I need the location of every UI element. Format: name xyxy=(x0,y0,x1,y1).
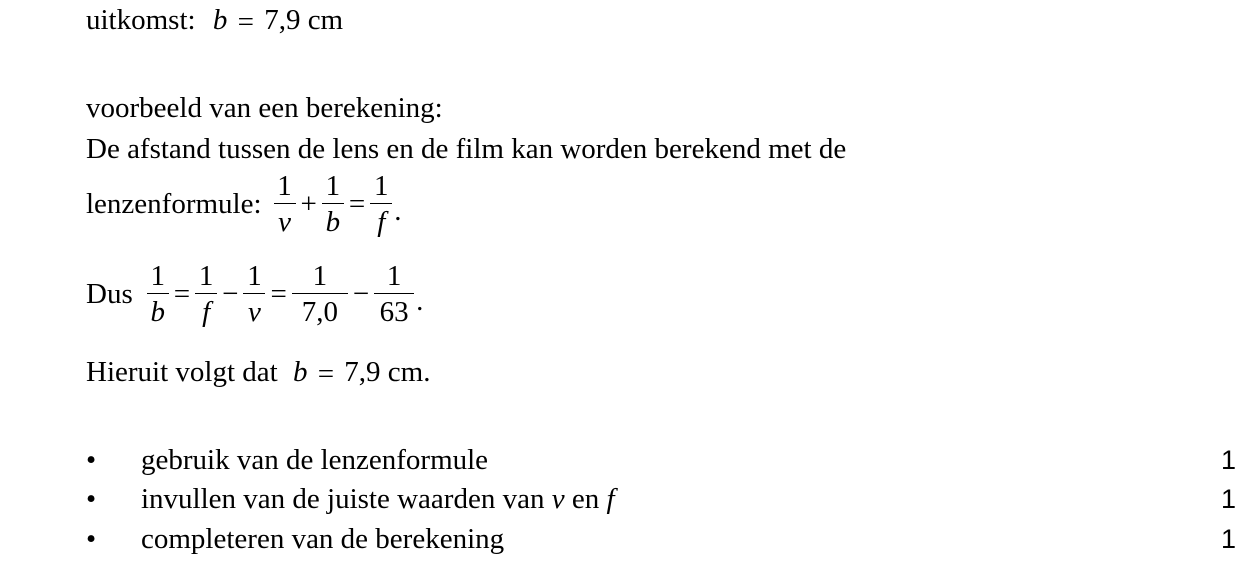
fraction-one-over-v: $\frac{1}{v}$ xyxy=(274,172,296,237)
result-variable: b xyxy=(212,4,228,36)
equals-sign: = xyxy=(270,278,287,310)
lens-formula-line xyxy=(86,172,402,237)
dus-line xyxy=(86,262,423,327)
conclusion-prefix: Hieruit volgt dat xyxy=(86,356,278,388)
minus-sign: − xyxy=(222,278,239,310)
plus-sign: + xyxy=(300,188,317,220)
equals-sign: = xyxy=(348,188,366,220)
result-equals: = xyxy=(237,5,254,38)
result-label: uitkomst: xyxy=(86,4,196,36)
fraction-one-over-f: $\frac{1}{f}$ xyxy=(370,172,392,237)
conclusion-line xyxy=(86,356,430,391)
equals-sign: = xyxy=(173,278,191,310)
criterion-text: invullen van de juiste waarden van v en f xyxy=(141,483,615,515)
conclusion-value: 7,9 cm. xyxy=(344,356,431,388)
lens-formula-label: lenzenformule: xyxy=(86,188,262,220)
fraction-one-over-b: $\frac{1}{b}$ xyxy=(322,172,344,237)
fraction-one-over-f: $\frac{1}{f}$ xyxy=(195,262,217,327)
conclusion-variable: b xyxy=(292,356,308,388)
criterion-text: gebruik van de lenzenformule xyxy=(141,444,489,476)
criterion-score: 1 xyxy=(1220,484,1236,514)
bullet-icon: • xyxy=(86,523,97,555)
fraction-one-over-63: $\frac{1}{63}$ xyxy=(374,262,414,327)
fraction-one-over-7-0: $\frac{1}{7,0}$ xyxy=(292,262,348,327)
criterion-score: 1 xyxy=(1220,524,1236,554)
example-intro: De afstand tussen de lens en de film kan worden berekend met de xyxy=(86,133,847,165)
formula-period: . xyxy=(394,195,402,227)
example-heading: voorbeeld van een berekening: xyxy=(86,92,443,124)
bullet-icon: • xyxy=(86,444,97,476)
result-value: 7,9 cm xyxy=(264,4,344,36)
criterion-score: 1 xyxy=(1220,445,1236,475)
bullet-icon: • xyxy=(86,483,97,515)
conclusion-equals: = xyxy=(317,357,335,390)
dus-period: . xyxy=(416,285,424,317)
minus-sign: − xyxy=(352,278,370,310)
result-line xyxy=(86,4,343,39)
fraction-one-over-v: $\frac{1}{v}$ xyxy=(243,262,265,327)
criterion-text: completeren van de berekening xyxy=(141,523,505,555)
fraction-one-over-b: $\frac{1}{b}$ xyxy=(147,262,169,327)
dus-label: Dus xyxy=(86,278,133,310)
